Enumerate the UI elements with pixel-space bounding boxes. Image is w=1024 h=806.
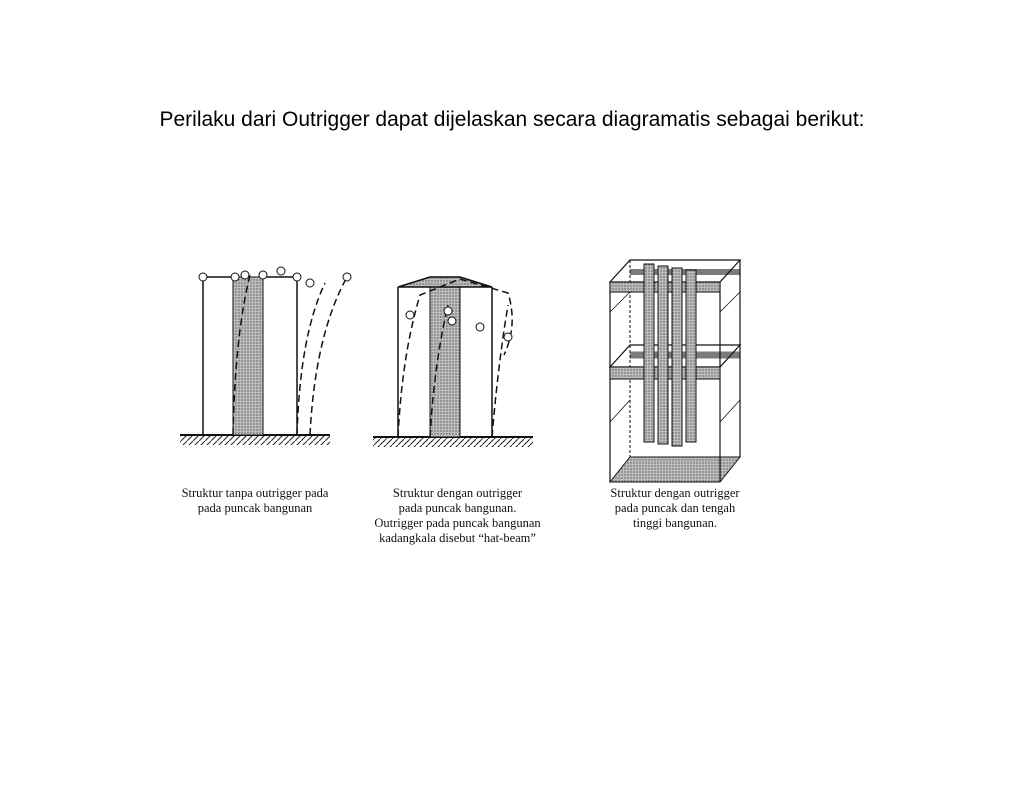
caption-top-mid-outrigger: Struktur dengan outrigger pada puncak dan tengah tinggi bangunan. — [610, 486, 740, 530]
ground-hatch — [180, 435, 330, 445]
core-shaft-1 — [644, 264, 654, 442]
page-title: Perilaku dari Outrigger dapat dijelaskan secara diagramatis sebagai berikut: — [159, 108, 865, 131]
ground-hatch — [373, 437, 533, 447]
figure-top-mid-outrigger — [600, 252, 750, 487]
figure-top-outrigger — [368, 265, 538, 455]
core-shaft-3 — [672, 268, 682, 446]
caption-no-outrigger: Struktur tanpa outrigger pada pada puncak bangunan — [181, 486, 329, 515]
figure-no-outrigger — [175, 255, 360, 455]
core-shaft-2 — [658, 266, 668, 444]
core-shaft-4 — [686, 270, 696, 442]
caption-top-outrigger: Struktur dengan outrigger pada puncak bangunan. Outrigger pada puncak bangunan kadangkala disebut “hat-beam” — [374, 486, 541, 545]
